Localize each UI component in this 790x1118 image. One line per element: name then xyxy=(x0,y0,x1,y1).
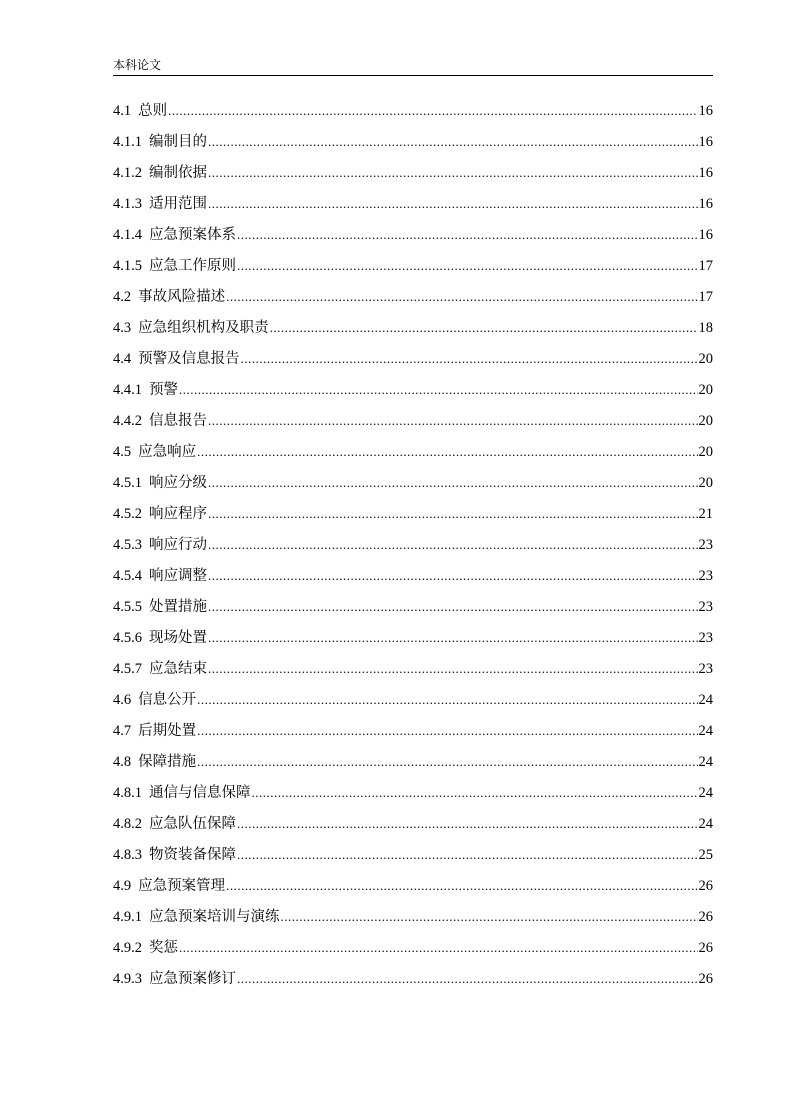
toc-entry[interactable] xyxy=(113,751,713,782)
entry-number: 4.5.3 xyxy=(113,537,142,553)
dot-leader xyxy=(208,534,698,556)
entry-page-number: 20 xyxy=(698,351,713,367)
entry-page-number: 21 xyxy=(698,506,713,522)
entry-page-number: 16 xyxy=(698,196,713,212)
entry-title: 物资装备保障 xyxy=(149,847,236,863)
entry-page-number: 23 xyxy=(698,537,713,553)
entry-page-number: 20 xyxy=(698,475,713,491)
toc-entry[interactable] xyxy=(113,534,713,565)
dot-leader xyxy=(226,875,697,897)
header-title: 本科论文 xyxy=(113,58,162,72)
entry-page-number: 26 xyxy=(698,940,713,956)
toc-entry[interactable] xyxy=(113,813,713,844)
entry-number: 4.1.3 xyxy=(113,196,142,212)
toc-entry[interactable] xyxy=(113,224,713,255)
toc-entry[interactable] xyxy=(113,937,713,968)
entry-title: 预警 xyxy=(149,382,178,398)
entry-page-number: 26 xyxy=(698,909,713,925)
entry-title: 总则 xyxy=(138,103,168,119)
entry-page-number: 23 xyxy=(698,661,713,677)
toc-entry[interactable] xyxy=(113,906,713,937)
toc-entry[interactable] xyxy=(113,410,713,441)
entry-page-number: 23 xyxy=(698,630,713,646)
entry-page-number: 20 xyxy=(698,382,713,398)
entry-title: 响应程序 xyxy=(149,506,207,522)
entry-title: 通信与信息保障 xyxy=(149,785,251,801)
dot-leader xyxy=(208,193,698,215)
toc-entry[interactable] xyxy=(113,596,713,627)
page-header xyxy=(113,58,713,76)
entry-number: 4.5.6 xyxy=(113,630,142,646)
entry-title: 应急响应 xyxy=(138,444,197,460)
entry-page-number: 17 xyxy=(698,258,713,274)
entry-page-number: 26 xyxy=(698,971,713,987)
entry-title: 响应行动 xyxy=(149,537,207,553)
entry-number: 4.5.1 xyxy=(113,475,142,491)
entry-number: 4.8 xyxy=(113,754,132,770)
entry-title: 后期处置 xyxy=(138,723,197,739)
toc-entry[interactable] xyxy=(113,348,713,379)
entry-title: 应急队伍保障 xyxy=(149,816,236,832)
entry-title: 应急预案体系 xyxy=(149,227,236,243)
entry-number: 4.5.5 xyxy=(113,599,142,615)
entry-number: 4.1.1 xyxy=(113,134,142,150)
entry-number: 4.1.2 xyxy=(113,165,142,181)
entry-number: 4.5.2 xyxy=(113,506,142,522)
entry-page-number: 18 xyxy=(698,320,713,336)
entry-number: 4.9.3 xyxy=(113,971,142,987)
toc-entry[interactable] xyxy=(113,441,713,472)
entry-page-number: 17 xyxy=(698,289,713,305)
entry-page-number: 24 xyxy=(698,754,713,770)
entry-page-number: 20 xyxy=(698,413,713,429)
entry-number: 4.1 xyxy=(113,103,132,119)
dot-leader xyxy=(237,968,698,990)
entry-page-number: 24 xyxy=(698,692,713,708)
entry-title: 适用范围 xyxy=(149,196,207,212)
entry-number: 4.9.1 xyxy=(113,909,142,925)
entry-title: 应急组织机构及职责 xyxy=(138,320,269,336)
entry-number: 4.9.2 xyxy=(113,940,142,956)
entry-number: 4.8.3 xyxy=(113,847,142,863)
entry-title: 事故风险描述 xyxy=(138,289,226,305)
dot-leader xyxy=(208,472,698,494)
entry-title: 应急预案管理 xyxy=(138,878,226,894)
dot-leader xyxy=(241,348,698,370)
toc-entry[interactable] xyxy=(113,379,713,410)
entry-page-number: 16 xyxy=(698,103,713,119)
entry-title: 现场处置 xyxy=(149,630,207,646)
entry-number: 4.3 xyxy=(113,320,132,336)
dot-leader xyxy=(179,379,698,401)
toc-entry[interactable] xyxy=(113,689,713,720)
dot-leader xyxy=(197,441,697,463)
toc-entry[interactable] xyxy=(113,565,713,596)
entry-page-number: 16 xyxy=(698,227,713,243)
entry-number: 4.4 xyxy=(113,351,132,367)
entry-title: 编制目的 xyxy=(149,134,207,150)
dot-leader xyxy=(237,813,698,835)
dot-leader xyxy=(208,596,698,618)
toc-entry[interactable] xyxy=(113,875,713,906)
dot-leader xyxy=(252,782,698,804)
toc-entry[interactable] xyxy=(113,720,713,751)
entry-number: 4.1.5 xyxy=(113,258,142,274)
entry-title: 应急结束 xyxy=(149,661,207,677)
toc-entry[interactable] xyxy=(113,317,713,348)
entry-title: 应急工作原则 xyxy=(149,258,236,274)
entry-page-number: 20 xyxy=(698,444,713,460)
entry-number: 4.5 xyxy=(113,444,132,460)
toc-entry[interactable] xyxy=(113,782,713,813)
dot-leader xyxy=(208,131,698,153)
toc-entry[interactable] xyxy=(113,658,713,689)
entry-page-number: 26 xyxy=(698,878,713,894)
toc-entry[interactable] xyxy=(113,193,713,224)
entry-number: 4.8.2 xyxy=(113,816,142,832)
toc-entry[interactable] xyxy=(113,131,713,162)
entry-page-number: 25 xyxy=(698,847,713,863)
dot-leader xyxy=(197,689,697,711)
entry-page-number: 23 xyxy=(698,599,713,615)
toc-entry[interactable] xyxy=(113,968,713,999)
entry-number: 4.9 xyxy=(113,878,132,894)
table-of-contents xyxy=(113,100,713,999)
dot-leader xyxy=(208,162,698,184)
dot-leader xyxy=(197,751,697,773)
toc-entry[interactable] xyxy=(113,162,713,193)
toc-entry[interactable] xyxy=(113,286,713,317)
entry-page-number: 24 xyxy=(698,816,713,832)
dot-leader xyxy=(179,937,698,959)
entry-number: 4.8.1 xyxy=(113,785,142,801)
toc-entry[interactable] xyxy=(113,255,713,286)
entry-page-number: 23 xyxy=(698,568,713,584)
entry-number: 4.4.1 xyxy=(113,382,142,398)
dot-leader xyxy=(226,286,697,308)
toc-entry[interactable] xyxy=(113,627,713,658)
dot-leader xyxy=(208,627,698,649)
entry-number: 4.6 xyxy=(113,692,132,708)
entry-number: 4.2 xyxy=(113,289,132,305)
dot-leader xyxy=(168,100,697,122)
entry-number: 4.1.4 xyxy=(113,227,142,243)
dot-leader xyxy=(270,317,698,339)
entry-number: 4.5.4 xyxy=(113,568,142,584)
entry-title: 应急预案培训与演练 xyxy=(149,909,280,925)
entry-title: 响应分级 xyxy=(149,475,207,491)
entry-title: 处置措施 xyxy=(149,599,207,615)
entry-number: 4.7 xyxy=(113,723,132,739)
entry-number: 4.5.7 xyxy=(113,661,142,677)
entry-page-number: 24 xyxy=(698,723,713,739)
entry-title: 预警及信息报告 xyxy=(138,351,240,367)
dot-leader xyxy=(237,255,698,277)
dot-leader xyxy=(281,906,698,928)
entry-title: 应急预案修订 xyxy=(149,971,236,987)
dot-leader xyxy=(237,844,698,866)
dot-leader xyxy=(237,224,698,246)
dot-leader xyxy=(208,410,698,432)
toc-entry[interactable] xyxy=(113,844,713,875)
entry-page-number: 24 xyxy=(698,785,713,801)
entry-title: 信息报告 xyxy=(149,413,207,429)
entry-number: 4.4.2 xyxy=(113,413,142,429)
entry-title: 响应调整 xyxy=(149,568,207,584)
entry-title: 信息公开 xyxy=(138,692,197,708)
entry-title: 奖惩 xyxy=(149,940,178,956)
toc-entry[interactable] xyxy=(113,100,713,131)
toc-entry[interactable] xyxy=(113,472,713,503)
dot-leader xyxy=(208,658,698,680)
entry-title: 保障措施 xyxy=(138,754,197,770)
entry-title: 编制依据 xyxy=(149,165,207,181)
toc-entry[interactable] xyxy=(113,503,713,534)
entry-page-number: 16 xyxy=(698,134,713,150)
entry-page-number: 16 xyxy=(698,165,713,181)
dot-leader xyxy=(208,503,698,525)
dot-leader xyxy=(208,565,698,587)
dot-leader xyxy=(197,720,697,742)
